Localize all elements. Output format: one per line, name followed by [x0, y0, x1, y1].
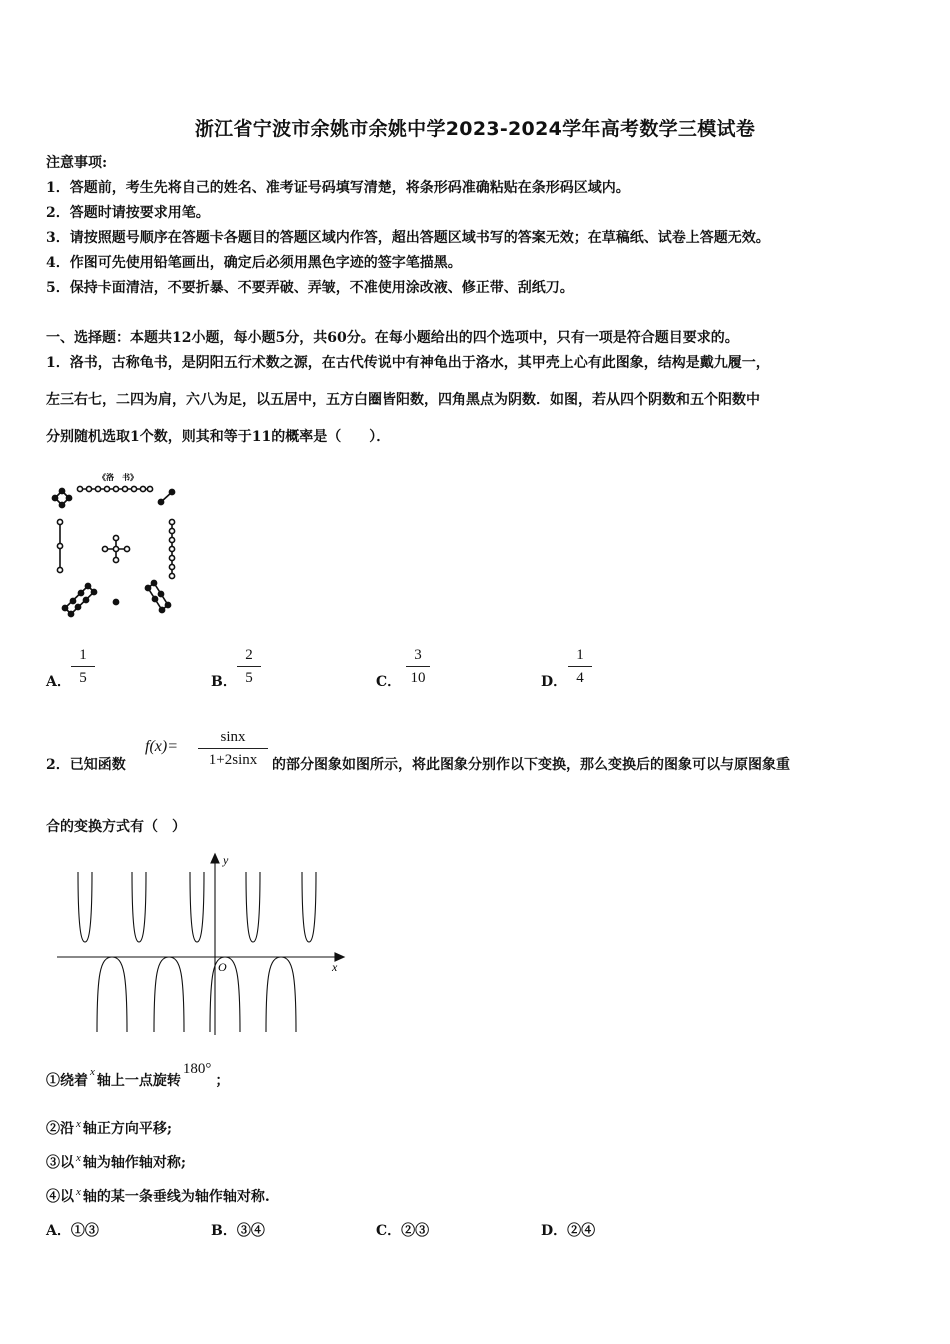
q2-function-graph [52, 850, 352, 1040]
q2-option-c[interactable] [376, 1220, 429, 1240]
luoshu-label: 《洛 书》 [98, 473, 138, 482]
q1-option-b-num: 2 [245, 647, 253, 663]
q2-statement-2 [46, 1118, 172, 1138]
q1-option-d-den: 4 [576, 670, 584, 686]
q2-function-lhs: f(x)= [145, 738, 178, 755]
notice-item-4: 4．作图可先使用铅笔画出，确定后必须用黑色字迹的签字笔描黑。 [46, 255, 462, 271]
q1-option-d-letter[interactable]: D． [541, 674, 568, 690]
notice-item-2: 2．答题时请按要求用笔。 [46, 205, 210, 221]
q2-statement-1-var: x [90, 1066, 95, 1078]
q2-statement-1-mark: ①绕着 [46, 1073, 88, 1089]
q2-statement-4-var: x [76, 1186, 81, 1198]
q1-option-c-den: 10 [410, 670, 426, 686]
q1-option-c-letter[interactable]: C． [376, 674, 402, 690]
q1-option-b-fraction[interactable] [237, 646, 261, 687]
q2-function-fraction [198, 728, 268, 769]
q2-option-c-text: ②③ [401, 1223, 430, 1239]
q2-statement-3-rest: 轴为轴作轴对称; [82, 1155, 187, 1171]
q2-statement-4-rest: 轴的某一条垂线为轴作轴对称. [82, 1189, 270, 1205]
graph-x-label: x [332, 960, 338, 974]
q2-function-den: 1+2sinx [208, 752, 258, 768]
q1-option-a-den: 5 [79, 670, 87, 686]
q1-option-b-letter[interactable]: B． [211, 674, 237, 690]
q2-prefix: 2．已知函数 [46, 757, 126, 773]
q2-statement-4-mark: ④以 [46, 1189, 74, 1205]
q2-statement-4 [46, 1186, 270, 1206]
q2-option-b-text: ③④ [236, 1223, 265, 1239]
q2-statement-3-mark: ③以 [46, 1155, 74, 1171]
q2-statement-1-angle: 180° [182, 1061, 212, 1077]
q2-statement-1-rest: 轴上一点旋转 [96, 1073, 181, 1089]
q1-option-b-den: 5 [245, 670, 253, 686]
q1-option-c-fraction[interactable] [406, 646, 430, 687]
q2-statement-2-mark: ②沿 [46, 1121, 74, 1137]
q2-option-d-letter: D． [541, 1223, 568, 1239]
graph-y-label: y [223, 853, 229, 867]
notice-item-1: 1．答题前，考生先将自己的姓名、准考证号码填写清楚，将条形码准确粘贴在条形码区域内。 [46, 180, 630, 196]
page-title: 浙江省宁波市余姚市余姚中学2023-2024学年高考数学三模试卷 [194, 118, 756, 140]
q2-statement-1-end: ； [215, 1073, 230, 1089]
q1-line-3: 分别随机选取1个数，则其和等于11的概率是（ ）． [46, 429, 391, 445]
q1-option-d-fraction[interactable] [568, 646, 592, 687]
q1-option-d-num: 1 [576, 647, 584, 663]
notice-item-3: 3．请按照题号顺序在答题卡各题目的答题区域内作答，超出答题区域书写的答案无效；在草稿纸、试卷上答题无效。 [46, 230, 770, 246]
section-heading: 一、选择题：本题共12小题，每小题5分，共60分。在每小题给出的四个选项中，只有一项是符合题目要求的。 [46, 330, 739, 346]
q2-option-b[interactable] [211, 1220, 265, 1240]
notice-heading: 注意事项: [46, 155, 108, 171]
q2-option-c-letter: C． [376, 1223, 402, 1239]
q2-statement-2-rest: 轴正方向平移; [82, 1121, 173, 1137]
q1-line-1: 1．洛书，古称龟书，是阴阳五行术数之源，在古代传说中有神龟出于洛水，其甲壳上心有此图象，结构是戴九履一， [46, 355, 770, 371]
q2-option-a[interactable] [46, 1220, 99, 1240]
q2-option-b-letter: B． [211, 1223, 237, 1239]
q2-option-a-letter: A． [46, 1223, 71, 1239]
q2-option-d-text: ②④ [567, 1223, 596, 1239]
q2-option-a-text: ①③ [70, 1223, 99, 1239]
q2-option-d[interactable] [541, 1220, 595, 1240]
q2-statement-3-var: x [76, 1152, 81, 1164]
graph-origin-label: O [218, 960, 227, 974]
q1-option-a-fraction[interactable] [71, 646, 95, 687]
q2-statement-1 [46, 1061, 230, 1090]
q1-option-a-letter[interactable]: A． [46, 674, 71, 690]
notice-item-5: 5．保持卡面清洁，不要折暴、不要弄破、弄皱，不准使用涂改液、修正带、刮纸刀。 [46, 280, 574, 296]
luoshu-figure [48, 470, 188, 620]
q2-statement-2-var: x [76, 1118, 81, 1130]
q1-option-c-num: 3 [414, 647, 422, 663]
q2-statement-3 [46, 1152, 186, 1172]
q2-suffix: 的部分图象如图所示，将此图象分别作以下变换，那么变换后的图象可以与原图象重 [272, 757, 790, 773]
q1-option-a-num: 1 [79, 647, 87, 663]
q1-line-2: 左三右七，二四为肩，六八为足，以五居中，五方白圈皆阳数，四角黑点为阴数．如图，若从四个阴数和五个阳数中 [46, 392, 760, 408]
q2-line-2: 合的变换方式有（ ） [46, 819, 186, 835]
q2-function-num: sinx [220, 729, 246, 745]
